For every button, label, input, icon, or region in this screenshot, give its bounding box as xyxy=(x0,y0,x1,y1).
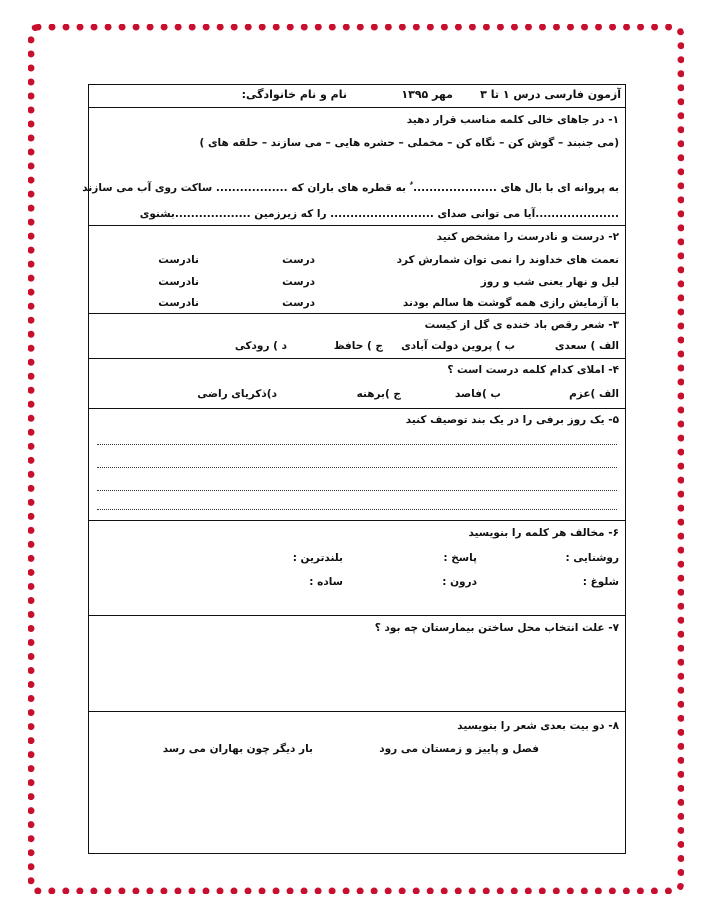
q1-prompt: ۱- در جاهای خالی کلمه مناسب قرار دهید xyxy=(406,114,619,126)
q2-true-option[interactable]: درست xyxy=(282,276,315,288)
q4-option-a[interactable]: الف )عزم xyxy=(569,388,619,400)
q6-word: روشنایی : xyxy=(565,552,619,564)
q3-option-d[interactable]: د ) رودکی xyxy=(234,340,287,352)
q2-statement: با آزمایش رازی همه گوشت ها سالم بودند xyxy=(402,297,619,309)
q3-prompt: ۳- شعر رقص باد خنده ی گل از کیست xyxy=(424,319,619,331)
question-7 xyxy=(89,616,625,712)
answer-line[interactable] xyxy=(97,509,617,510)
answer-line[interactable] xyxy=(97,467,617,468)
q2-true-option[interactable]: درست xyxy=(282,254,315,266)
q2-true-option[interactable]: درست xyxy=(282,297,315,309)
q8-verse-1: فصل و پاییز و زمستان می رود xyxy=(379,743,539,755)
question-5 xyxy=(89,409,625,521)
q6-word: درون : xyxy=(442,576,477,588)
question-6 xyxy=(89,521,625,616)
q2-statement: نعمت های خداوند را نمی توان شمارش کرد xyxy=(396,254,619,266)
q6-word: پاسخ : xyxy=(443,552,477,564)
exam-header xyxy=(89,85,625,108)
q6-word: بلندترین : xyxy=(292,552,343,564)
q8-prompt: ۸- دو بیت بعدی شعر را بنویسید xyxy=(457,720,619,732)
question-2 xyxy=(89,226,625,314)
question-8 xyxy=(89,712,625,856)
q1-line-2: .....................آیا می توانی صدای .......................... را که زیرزمین ...................بشنوی xyxy=(139,208,619,220)
q4-option-b[interactable]: ب )فاصد xyxy=(454,388,501,400)
q2-false-option[interactable]: نادرست xyxy=(158,297,199,309)
answer-line[interactable] xyxy=(97,490,617,491)
q2-prompt: ۲- درست و نادرست را مشخص کنید xyxy=(436,231,619,243)
name-label: نام و نام خانوادگی: xyxy=(241,88,347,101)
q3-option-a[interactable]: الف ) سعدی xyxy=(554,340,619,352)
question-1 xyxy=(82,108,625,226)
exam-title: آزمون فارسی درس ۱ تا ۳ xyxy=(480,88,621,101)
q6-prompt: ۶- مخالف هر کلمه را بنویسید xyxy=(468,527,619,539)
q3-option-c[interactable]: ج ) حافظ xyxy=(333,340,383,352)
exam-sheet xyxy=(82,84,626,854)
q2-false-option[interactable]: نادرست xyxy=(158,276,199,288)
q2-false-option[interactable]: نادرست xyxy=(158,254,199,266)
q6-word: ساده : xyxy=(309,576,343,588)
q1-line-1: به پروانه ای با بال های ..................... ٌ به قطره های باران که .................. ساکت روی آب می سازند xyxy=(82,182,619,194)
q8-verse-2: بار دیگر چون بهاران می رسد xyxy=(162,743,313,755)
q7-prompt: ۷- علت انتخاب محل ساختن بیمارستان چه بود ؟ xyxy=(374,622,619,634)
question-4 xyxy=(89,359,625,409)
q3-option-b[interactable]: ب ) پروین دولت آبادی xyxy=(401,340,515,352)
q1-word-bank: (می جنبند – گوش کن – نگاه کن – مخملی – حشره هایی – می سازند – حلقه های ) xyxy=(199,137,619,149)
q4-option-c[interactable]: ج )برهنه xyxy=(356,388,401,400)
answer-line[interactable] xyxy=(97,444,617,445)
q4-option-d[interactable]: د)ذکریای راضی xyxy=(197,388,277,400)
q2-statement: لیل و نهار یعنی شب و روز xyxy=(480,276,619,288)
question-3 xyxy=(89,314,625,359)
q5-prompt: ۵- یک روز برفی را در یک بند توصیف کنید xyxy=(405,414,619,426)
q6-word: شلوغ : xyxy=(582,576,619,588)
exam-date: مهر ۱۳۹۵ xyxy=(401,88,453,101)
q4-prompt: ۴- املای کدام کلمه درست است ؟ xyxy=(447,364,619,376)
